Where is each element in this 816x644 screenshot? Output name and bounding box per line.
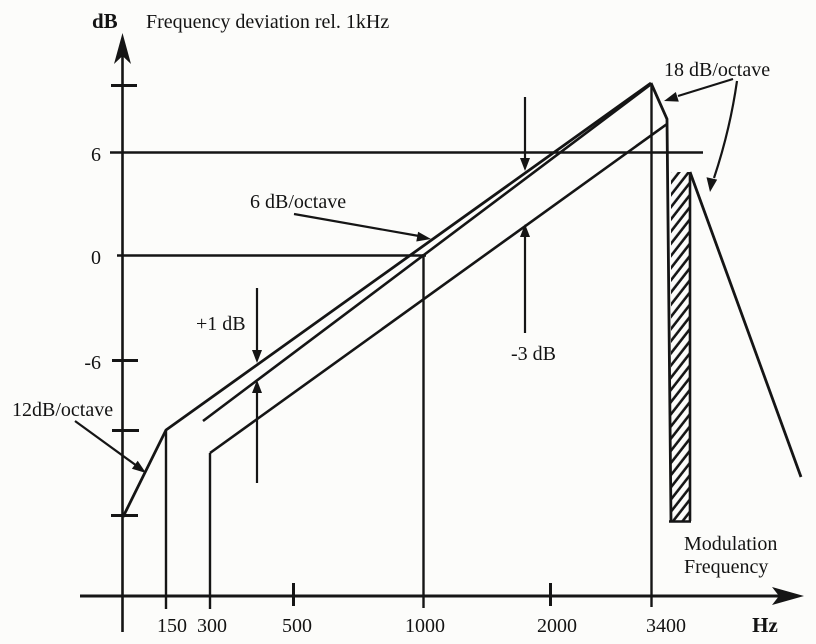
pointer-18db-left-arrowhead-icon (664, 92, 679, 102)
upper-limit-rolloff (651, 83, 671, 521)
x-tick-label-2000: 2000 (537, 615, 577, 637)
vertical-reference-lines (166, 84, 652, 609)
chart-title: Frequency deviation rel. 1kHz (146, 11, 390, 33)
x-tick-label-150: 150 (157, 615, 187, 637)
lower-limit-rolloff (690, 172, 801, 477)
minus3db-arrowhead-up-icon (520, 224, 530, 237)
annotation-plus1db: +1 dB (196, 313, 246, 335)
x-tick-label-3400: 3400 (646, 615, 686, 637)
pointer-18db-right-arrowhead-icon (707, 177, 718, 192)
x-axis-unit-label: Hz (752, 613, 778, 637)
annotation-modulation: Modulation (684, 533, 778, 555)
hatched-exclusion-bar (671, 172, 690, 521)
y-tick-label-0: 0 (91, 247, 101, 269)
tolerance-arrow-minus3db (520, 97, 530, 333)
pointer-18db-left-shaft (678, 79, 733, 96)
pointer-12db-shaft (75, 421, 137, 466)
y-axis-unit-label: dB (92, 9, 118, 33)
annotation-18db-octave: 18 dB/octave (664, 59, 771, 81)
annotation-minus3db: -3 dB (511, 343, 556, 365)
pointer-6db-shaft (294, 214, 419, 236)
annotation-12db-octave: 12dB/octave (12, 399, 114, 421)
y-tick-label-minus6: -6 (84, 352, 101, 374)
slope-pointers (75, 79, 737, 473)
annotation-frequency: Frequency (684, 556, 769, 578)
nominal-curve (203, 85, 650, 421)
y-tick-label-6: 6 (91, 144, 101, 166)
annotation-6db-octave: 6 dB/octave (250, 191, 347, 213)
tolerance-arrow-plus1db (252, 288, 262, 483)
upper-limit-curve (123, 83, 651, 517)
pointer-18db-right-shaft (714, 81, 737, 178)
pointer-6db-arrowhead-icon (416, 232, 431, 242)
x-tick-label-500: 500 (282, 615, 312, 637)
lower-limit-curve (210, 124, 667, 453)
x-tick-label-1000: 1000 (405, 615, 445, 637)
x-tick-label-300: 300 (197, 615, 227, 637)
